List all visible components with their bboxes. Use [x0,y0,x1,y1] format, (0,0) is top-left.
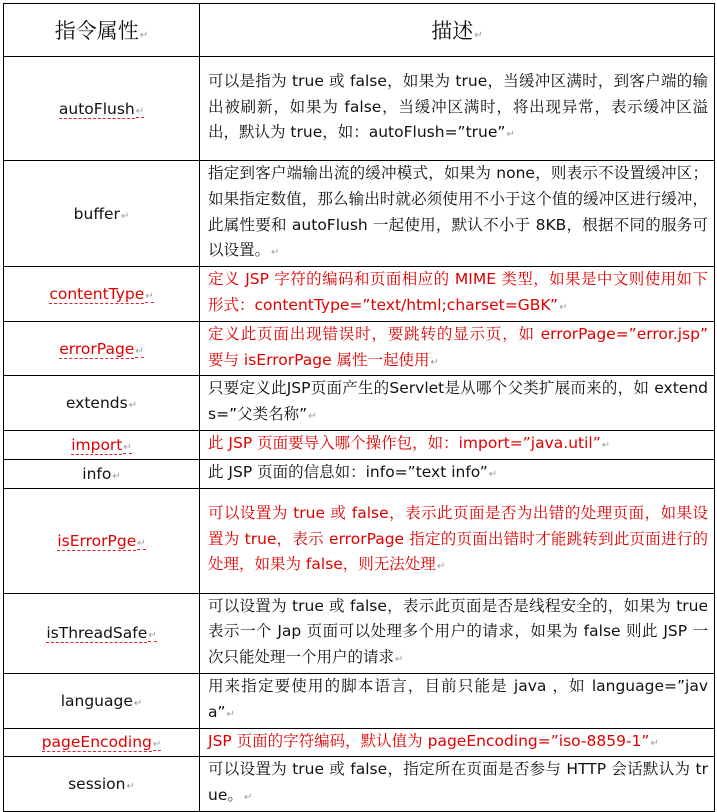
paragraph-mark: ↵ [135,105,145,117]
table-row [4,728,715,757]
table-row [4,488,715,593]
attribute-name: contentType [49,284,145,303]
paragraph-mark: ↵ [430,356,439,368]
paragraph-mark: ↵ [152,739,162,751]
attribute-description: JSP 页面的字符编码，默认值为 pageEncoding=”iso-8859-1” [208,731,650,750]
attribute-name-cell [4,321,200,376]
attribute-description: 只要定义此JSP页面产生的Servlet是从哪个父类扩展而来的，如 extends=”父类名称” [208,379,708,424]
table-row [4,267,715,322]
table-row [4,430,715,459]
paragraph-mark: ↵ [226,708,235,720]
table-row [4,757,715,812]
attribute-name: isErrorPge [57,531,137,550]
attribute-name-cell [4,488,200,593]
jsp-directive-attribute-table [3,3,715,812]
paragraph-mark: ↵ [601,439,611,451]
header-attr: 指令属性↵ [4,4,200,57]
attribute-description: 可以设置为 true 或 false，表示此页面是否为出错的处理页面，如果设置为 true，表示 errorPage 指定的页面出错时才能跳转到此页面进行的处理，如果为 false，则无法处理 [208,503,708,574]
attribute-name: language [60,691,133,710]
paragraph-mark: ↵ [436,561,446,573]
paragraph-mark: ↵ [488,468,498,480]
table-row [4,459,715,488]
attribute-name: isThreadSafe [46,624,148,643]
attribute-description: 用来指定要使用的脚本语言，目前只能是 java ，如 language=”java” [208,676,708,721]
paragraph-mark: ↵ [308,411,317,423]
attribute-name-cell [4,430,200,459]
attribute-description-cell [200,376,715,431]
attribute-name-cell [4,593,200,673]
paragraph-mark: ↵ [145,290,154,302]
attribute-description: 可以设置为 true 或 false，指定所在页面是否参与 HTTP 会话默认为 true。 [208,760,708,805]
attribute-description-cell [200,728,715,757]
attribute-name-cell [4,376,200,431]
paragraph-mark: ↵ [128,400,138,412]
attribute-description-cell [200,161,715,267]
paragraph-mark: ↵ [148,630,157,642]
attribute-description-cell [200,321,715,376]
paragraph-mark: ↵ [506,129,515,141]
paragraph-mark: ↵ [120,210,130,222]
attribute-name: pageEncoding [41,733,152,752]
attribute-description: 可以是指为 true 或 false，如果为 true，当缓冲区满时，到客户端的输出被刷新，如果为 false，当缓冲区满时，将出现异常，表示缓冲区溢出，默认为 true，如：autoFlush=”true” [208,71,708,142]
paragraph-mark: ↵ [133,697,143,709]
table-row [4,161,715,267]
header-desc: 描述↵ [200,4,715,57]
attribute-name: info [82,464,112,483]
table-row [4,673,715,728]
attribute-name-cell [4,267,200,322]
attribute-description: 可以设置为 true 或 false，表示此页面是否是线程安全的，如果为 true 表示一个 Jap 页面可以处理多个用户的请求，如果为 false 则此 JSP 一次只能处理一个用户的请求 [208,596,708,667]
attribute-name: buffer [73,204,120,223]
attribute-name-cell [4,459,200,488]
attribute-description: 此 JSP 页面要导入哪个操作包，如：import=”java.util” [208,433,601,452]
paragraph-mark: ↵ [112,470,121,482]
attribute-description-cell [200,673,715,728]
attribute-description-cell [200,267,715,322]
attribute-description: 定义此页面出现错误时，要跳转的显示页，如 errorPage=”error.jsp” 要与 isErrorPage 属性一起使用 [208,324,708,369]
paragraph-mark: ↵ [395,654,404,666]
attribute-description-cell [200,757,715,812]
attribute-name: session [68,775,126,794]
attribute-name-cell [4,757,200,812]
paragraph-mark: ↵ [135,345,144,357]
attribute-description-cell [200,57,715,161]
table-row [4,57,715,161]
attribute-description: 定义 JSP 字符的编码和页面相应的 MIME 类型，如果是中文则使用如下形式：contentType=”text/html;charset=GBK” [208,270,708,314]
attribute-description-cell [200,488,715,593]
attribute-name-cell [4,161,200,267]
table-row [4,376,715,431]
attribute-description-cell [200,430,715,459]
attribute-description: 此 JSP 页面的信息如：info=”text info” [208,462,488,481]
attribute-description-cell [200,459,715,488]
paragraph-mark: ↵ [126,781,135,793]
attribute-name: autoFlush [58,99,135,118]
table-row [4,321,715,376]
attribute-name: import [71,435,123,454]
attribute-description-cell [200,593,715,673]
attribute-name: errorPage [59,339,135,358]
attribute-name-cell [4,728,200,757]
paragraph-mark: ↵ [650,737,659,749]
header-row [4,4,715,57]
attribute-description: 指定到客户端输出流的缓冲模式，如果为 none，则表示不设置缓冲区；如果指定数值，那么输出时就必须使用不小于这个值的缓冲区进行缓冲，此属性要和 autoFlush 一起使用，默认不小于 8KB，根据不同的服务可以设置。 [208,164,708,260]
paragraph-mark: ↵ [271,247,280,259]
paragraph-mark: ↵ [123,441,132,453]
paragraph-mark: ↵ [559,301,568,313]
paragraph-mark: ↵ [243,792,253,804]
paragraph-mark: ↵ [137,537,146,549]
attribute-name: extends [65,394,128,413]
table-row [4,593,715,673]
attribute-name-cell [4,673,200,728]
attribute-name-cell [4,57,200,161]
